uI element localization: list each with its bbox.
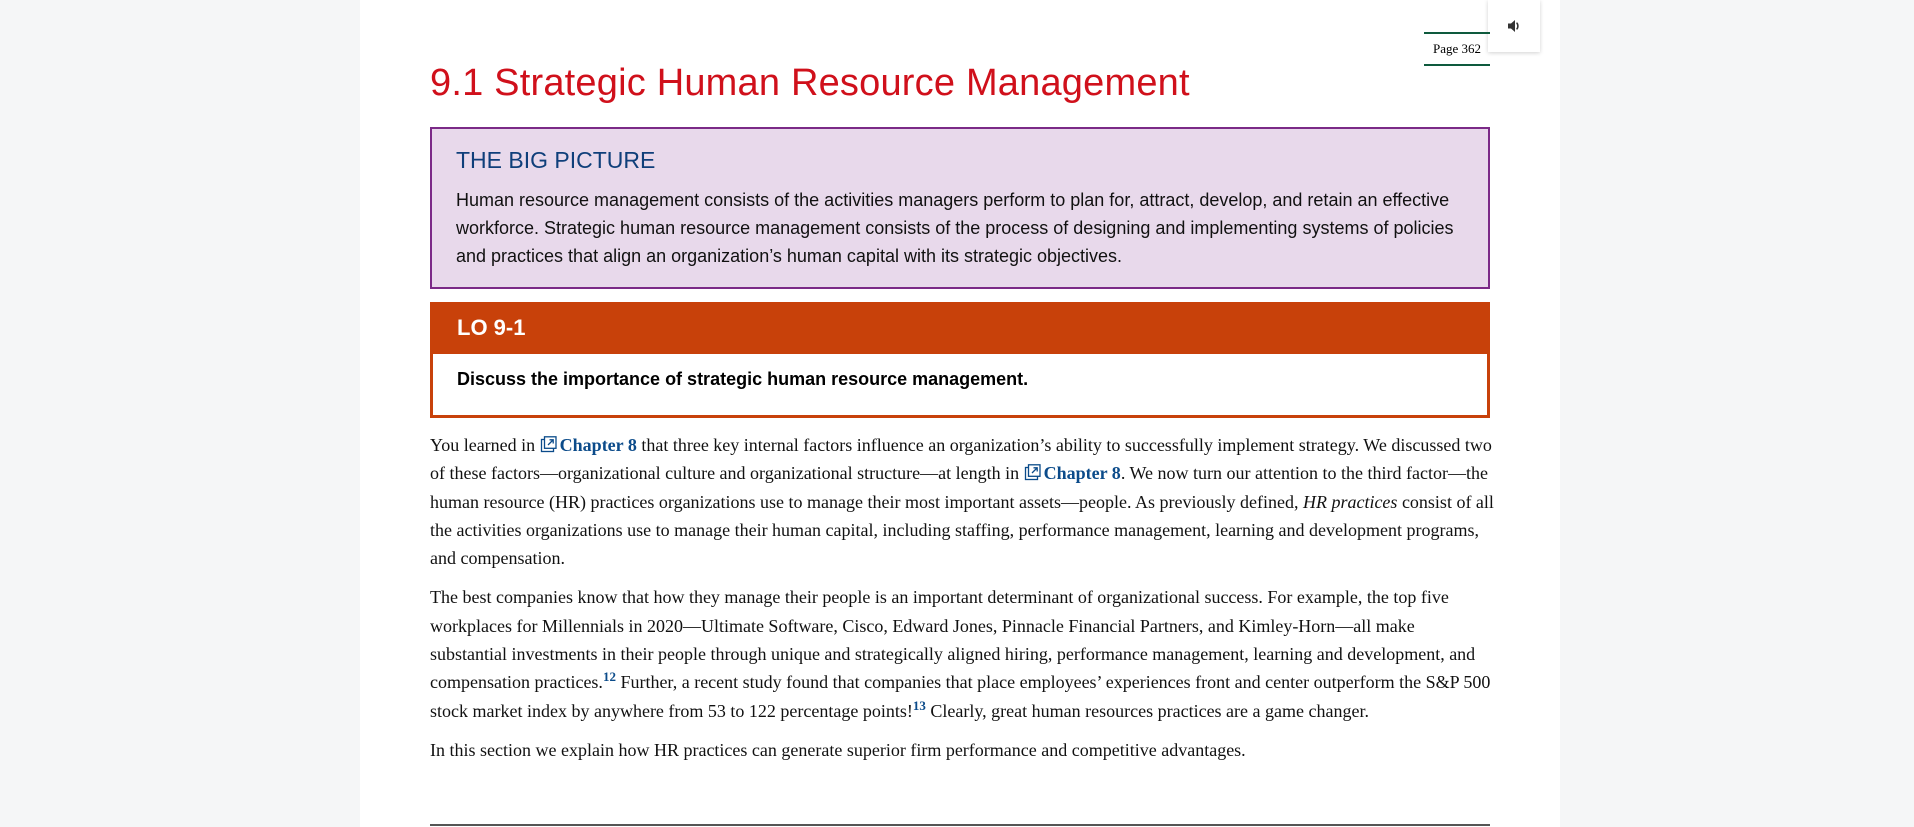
body-text <box>430 431 1494 775</box>
learning-objective-label: LO 9-1 <box>433 302 1487 354</box>
big-picture-box <box>430 127 1490 289</box>
chapter-8-link[interactable] <box>540 435 637 455</box>
learning-objective-box <box>430 302 1490 418</box>
paragraph-1-text-c: . We now turn our attention to the third factor—the human resource (HR) practices organizations use to manage their most important assets—people. As previously defined, <box>430 463 1488 512</box>
paragraph-1-text-a: You learned in <box>430 435 540 455</box>
chapter-8-link-label: Chapter 8 <box>1043 463 1121 484</box>
hr-practices-term: HR practices <box>1302 491 1398 512</box>
reader-page <box>360 0 1560 827</box>
external-link-icon <box>540 436 557 453</box>
paragraph-2-text-b: Further, a recent study found that companies that place employees’ experiences front and center outperform the S&P 500 stock market index by anywhere from 53 to 122 percentage points! <box>430 672 1491 721</box>
paragraph-2 <box>430 583 1494 724</box>
section-divider <box>430 824 1490 826</box>
chapter-8-link[interactable] <box>1024 463 1121 483</box>
paragraph-1-text-b: that three key internal factors influence an organization’s ability to successfully implement strategy. We discussed two of these factors—organizational culture and organizational structure—at length in <box>430 435 1492 484</box>
external-link-icon <box>1024 464 1041 481</box>
section-title: 9.1 Strategic Human Resource Management <box>430 62 1190 104</box>
footnote-link[interactable]: 12 <box>602 669 616 685</box>
paragraph-3: In this section we explain how HR practices can generate superior firm performance and competitive advantages. <box>430 739 1246 760</box>
paragraph-2-text-a: The best companies know that how they manage their people is an important determinant of organizational success. For example, the top five workplaces for Millennials in 2020—Ultimate Software, Cisco, Edward Jones, Pinnacle Financial Partners, and Kimley-Horn—all make substantial investments in their people through unique and strategically aligned hiring, performance management, learning and development, and compensation practices. <box>430 587 1476 693</box>
paragraph-1-text-d: consist of all the activities organizations use to manage their human capital, including staffing, performance management, learning and development programs, and compensation. <box>430 491 1494 569</box>
audio-button[interactable] <box>1488 0 1540 52</box>
chapter-8-link-label: Chapter 8 <box>559 435 637 455</box>
paragraph-2-text-c: Clearly, great human resources practices are a game changer. <box>925 700 1369 721</box>
learning-objective-text: Discuss the importance of strategic human resource management. <box>457 369 1029 389</box>
big-picture-text: Human resource management consists of the activities managers perform to plan for, attract, develop, and retain an effective workforce. Strategic human resource management consists of the process of designing and implementing systems of policies and practices that align an organization’s human capital with its strategic objectives. <box>456 190 1454 266</box>
speaker-icon <box>1506 18 1522 34</box>
footnote-link[interactable]: 13 <box>912 697 926 713</box>
big-picture-heading: THE BIG PICTURE <box>456 147 656 173</box>
page-number-marker: Page 362 <box>1424 32 1490 66</box>
paragraph-1 <box>430 431 1494 572</box>
